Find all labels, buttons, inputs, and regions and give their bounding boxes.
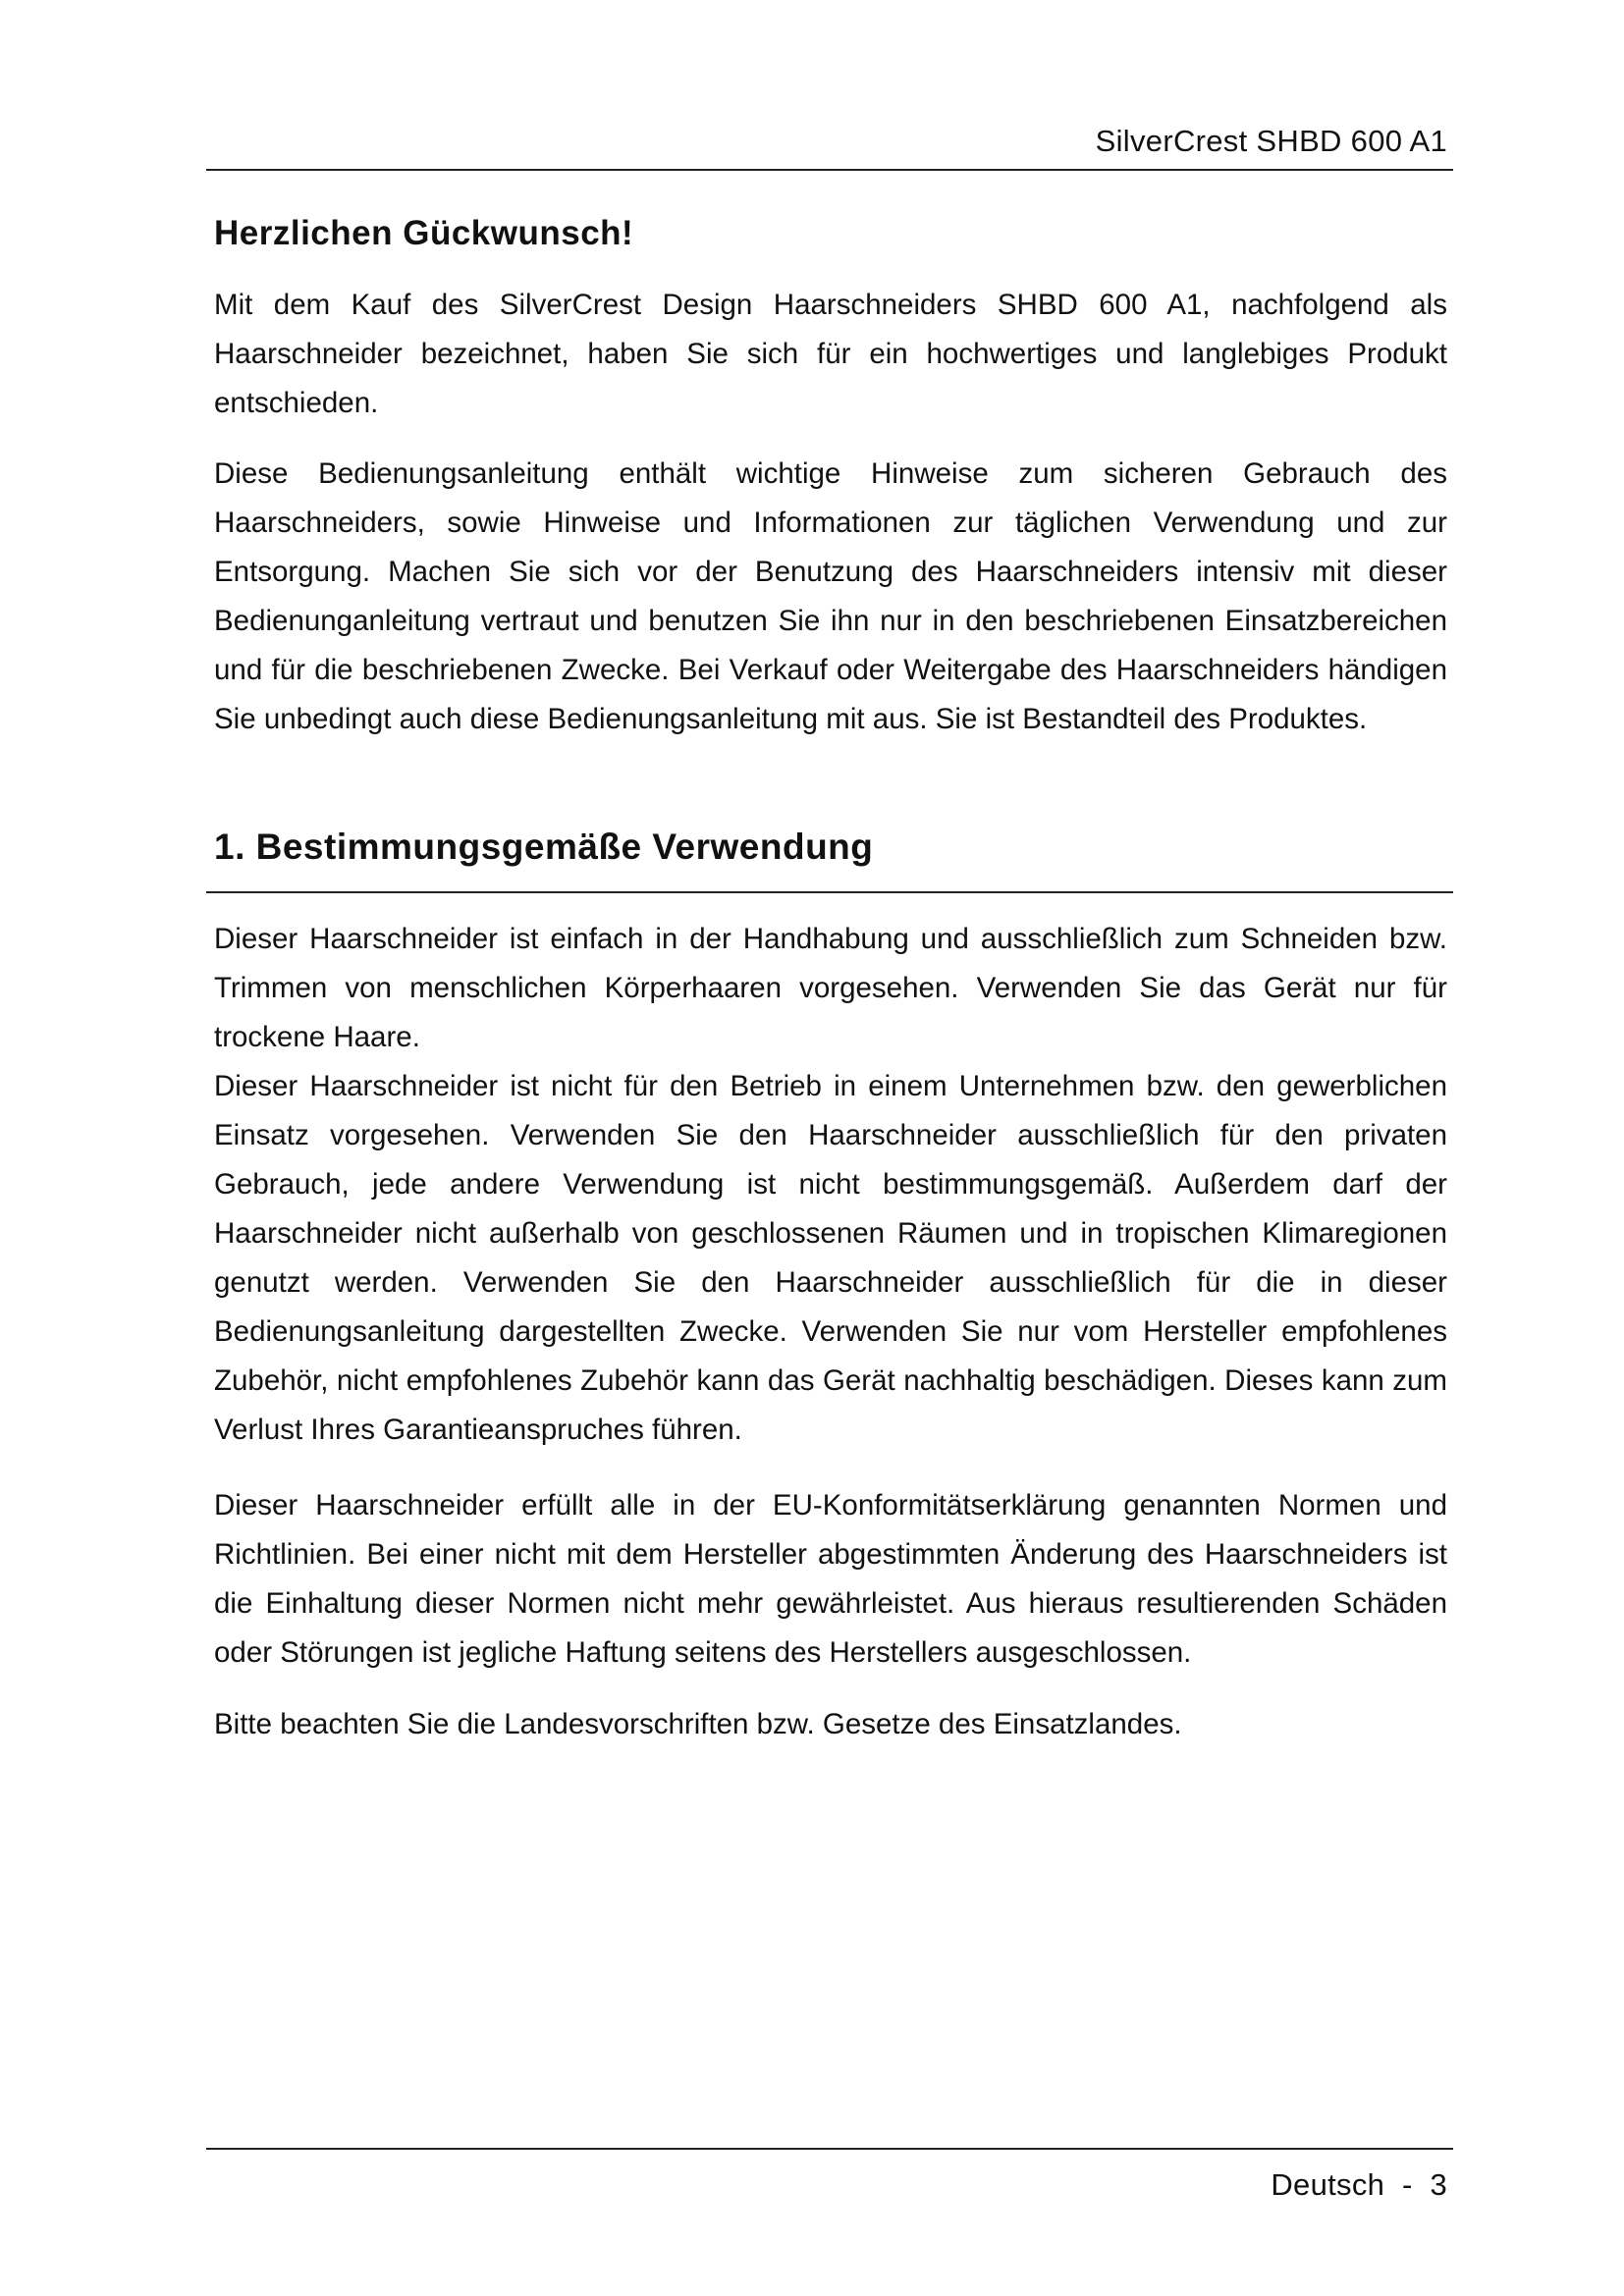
intended-use-paragraph-restrictions: Dieser Haarschneider ist nicht für den Betrieb in einem Unternehmen bzw. den gewerblichen Einsatz vorgesehen. Verwenden Sie den Haarschneider ausschließlich für den privaten Gebrauch, jede andere Verwendung ist nicht bestimmungsgemäß. Außerdem darf der Haarschneider nicht außerhalb von geschlossenen Räumen und in tropischen Klimaregionen genutzt werden. Verwenden Sie den Haarschneider ausschließlich für die in dieser Bedienungsanleitung dargestellten Zwecke. Verwenden Sie nur vom Hersteller empfohlenes Zubehör, nicht empfohlenes Zubehör kann das Gerät nachhaltig beschädigen. Dieses kann zum Verlust Ihres Garantieanspruches führen. [214, 1070, 1447, 1446]
intended-use-text-block [214, 915, 1447, 1455]
page-footer-label: Deutsch - 3 [1271, 2167, 1447, 2202]
section-heading-intended-use: 1. Bestimmungsgemäße Verwendung [214, 827, 874, 867]
greeting-heading: Herzlichen Gückwunsch! [214, 214, 634, 252]
intro-paragraph-purchase: Mit dem Kauf des SilverCrest Design Haarschneiders SHBD 600 A1, nachfolgend als Haarschneider bezeichnet, haben Sie sich für ein hochwertiges und langlebiges Produkt entschieden. [214, 289, 1447, 419]
intended-use-paragraph-conformity: Dieser Haarschneider erfüllt alle in der EU-Konformitätserklärung genannten Normen und Richtlinien. Bei einer nicht mit dem Hersteller abgestimmten Änderung des Haarschneiders ist die Einhaltung dieser Normen nicht mehr gewährleistet. Aus hieraus resultierenden Schäden oder Störungen ist jegliche Haftung seitens des Herstellers ausgeschlossen. [214, 1489, 1447, 1669]
running-header: SilverCrest SHBD 600 A1 [1095, 124, 1447, 158]
header-divider [206, 169, 1453, 171]
intro-paragraph-manual: Diese Bedienungsanleitung enthält wichtige Hinweise zum sicheren Gebrauch des Haarschneiders, sowie Hinweise und Informationen zur täglichen Verwendung und zur Entsorgung. Machen Sie sich vor der Benutzung des Haarschneiders intensiv mit dieser Bedienunganleitung vertraut und benutzen Sie ihn nur in den beschriebenen Einsatzbereichen und für die beschriebenen Zwecke. Bei Verkauf oder Weitergabe des Haarschneiders händigen Sie unbedingt auch diese Bedienungsanleitung mit aus. Sie ist Bestandteil des Produktes. [214, 457, 1447, 735]
intended-use-paragraph-scope: Dieser Haarschneider ist einfach in der Handhabung und ausschließlich zum Schneiden bzw. Trimmen von menschlichen Körperhaaren vorgesehen. Verwenden Sie das Gerät nur für trockene Haare. [214, 923, 1447, 1053]
intended-use-paragraph-regulations: Bitte beachten Sie die Landesvorschriften bzw. Gesetze des Einsatzlandes. [214, 1708, 1182, 1740]
document-page [206, 0, 1453, 2296]
footer-divider [206, 2148, 1453, 2150]
section-divider [206, 891, 1453, 893]
